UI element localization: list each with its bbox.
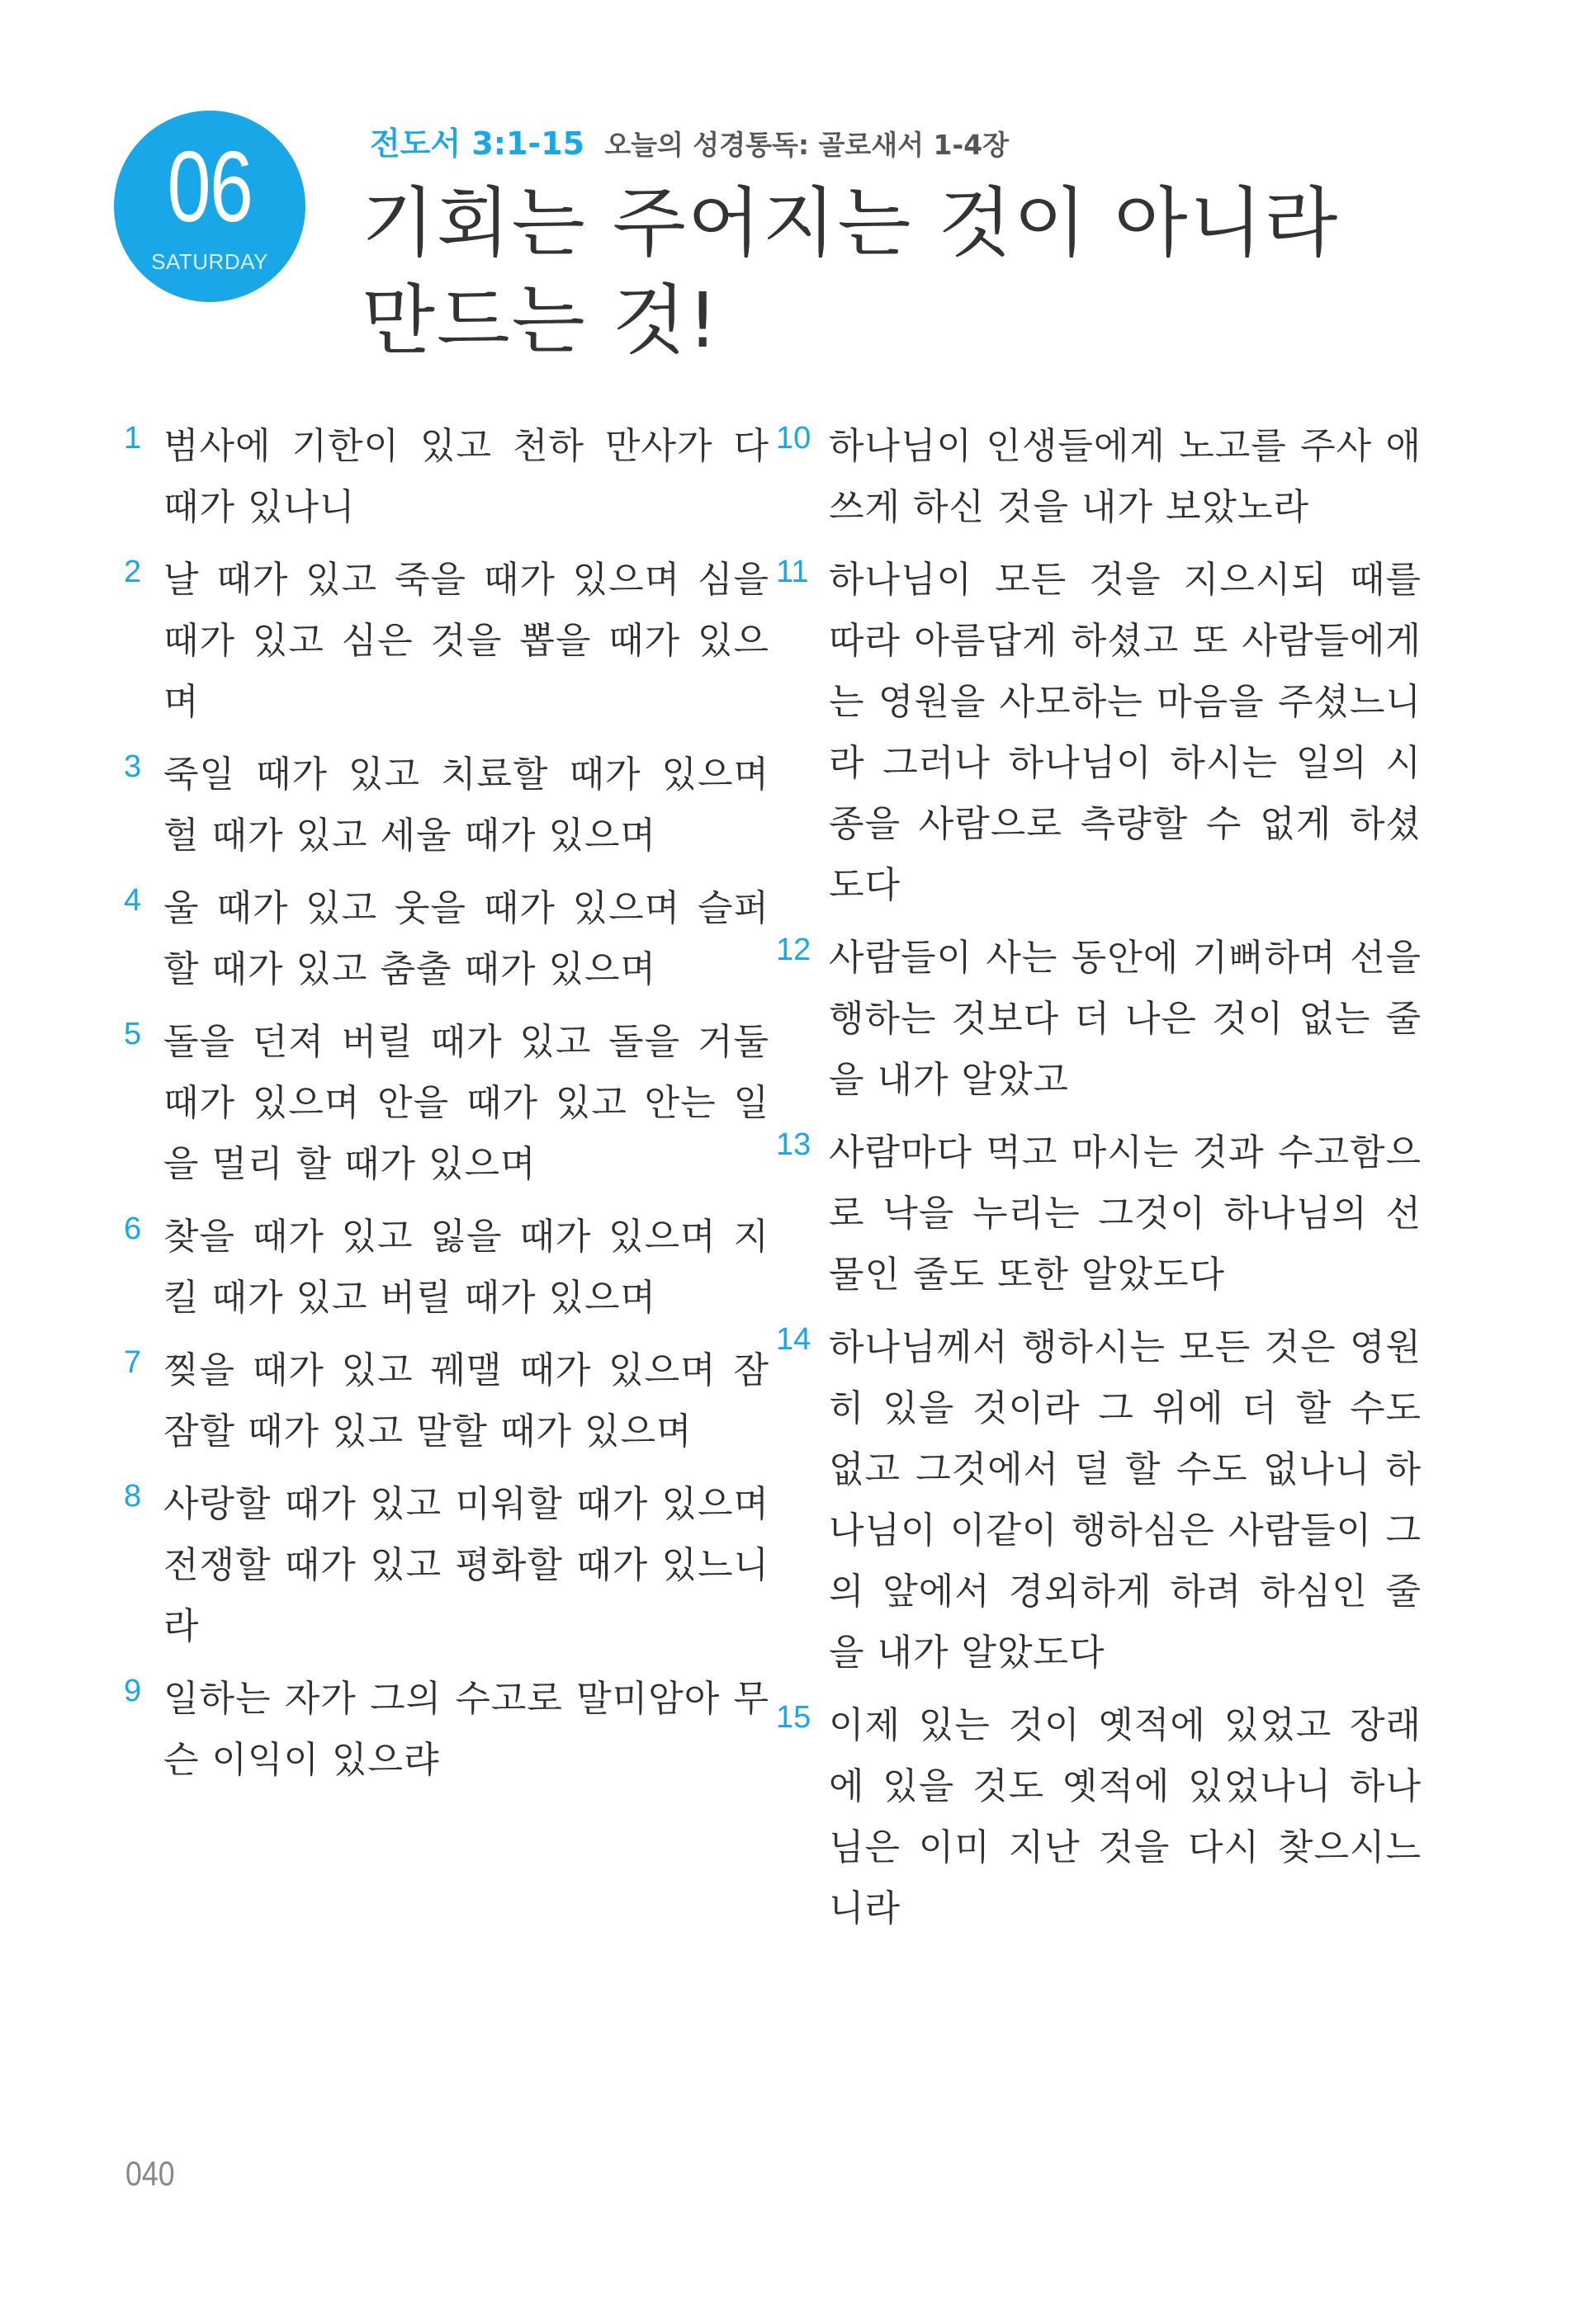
verse-text: 범사에 기한이 있고 천하 만사가 다 때가 있나니	[163, 425, 769, 528]
title-line-1: 기회는 주어지는 것이 아니라	[362, 179, 1340, 267]
verses-left-column	[124, 416, 769, 1802]
verse-number: 6	[124, 1212, 142, 1246]
passage-reference: 전도서 3:1-15	[370, 125, 585, 162]
verse-text: 찢을 때가 있고 꿰맬 때가 있으며 잠잠할 때가 있고 말할 때가 있으며	[163, 1349, 769, 1452]
page-title	[362, 175, 1339, 370]
verse-12	[776, 928, 1422, 1111]
verse-8	[124, 1474, 769, 1657]
page-number: 040	[125, 2154, 175, 2193]
verse-number: 13	[776, 1127, 811, 1162]
weekday-label: SATURDAY	[151, 249, 268, 274]
verse-15	[776, 1695, 1422, 1939]
verse-text: 하나님이 인생들에게 노고를 주사 애쓰게 하신 것을 내가 보았노라	[829, 425, 1422, 528]
verse-number: 1	[124, 421, 142, 456]
verse-number: 14	[776, 1322, 811, 1357]
verse-number: 3	[124, 749, 142, 784]
verse-1	[124, 416, 769, 538]
verse-text: 사람마다 먹고 마시는 것과 수고함으로 낙을 누리는 그것이 하나님의 선물인 줄도 또한 알았도다	[829, 1131, 1422, 1296]
verse-text: 사람들이 사는 동안에 기뻐하며 선을 행하는 것보다 더 나은 것이 없는 줄을 내가 알았고	[829, 937, 1422, 1101]
verse-14	[776, 1317, 1422, 1684]
verse-number: 11	[776, 555, 809, 589]
verse-6	[124, 1207, 769, 1329]
daily-reading: 오늘의 성경통독: 골로새서 1-4장	[604, 129, 1010, 161]
verse-text: 돌을 던져 버릴 때가 있고 돌을 거둘 때가 있으며 안을 때가 있고 안는 일을 멀리 할 때가 있으며	[163, 1021, 769, 1185]
verse-3	[124, 744, 769, 867]
verses-right-column	[776, 416, 1422, 1951]
verse-number: 4	[124, 883, 142, 918]
verse-number: 10	[776, 421, 811, 456]
verse-11	[776, 550, 1422, 916]
verse-text: 날 때가 있고 죽을 때가 있으며 심을 때가 있고 심은 것을 뽑을 때가 있으며	[163, 559, 769, 723]
day-badge	[114, 111, 305, 302]
scripture-reference	[370, 124, 1009, 165]
verse-number: 2	[124, 555, 142, 589]
verse-number: 12	[776, 933, 811, 967]
verse-5	[124, 1012, 769, 1195]
verse-13	[776, 1122, 1422, 1306]
title-line-2: 만드는 것!	[362, 276, 720, 365]
verse-text: 일하는 자가 그의 수고로 말미암아 무슨 이익이 있으랴	[163, 1678, 769, 1781]
verse-number: 7	[124, 1345, 142, 1380]
verse-number: 5	[124, 1017, 142, 1051]
verse-number: 9	[124, 1674, 142, 1708]
verse-number: 15	[776, 1700, 811, 1735]
verse-4	[124, 878, 769, 1000]
verse-text: 찾을 때가 있고 잃을 때가 있으며 지킬 때가 있고 버릴 때가 있으며	[163, 1216, 769, 1319]
verse-2	[124, 550, 769, 733]
verse-text: 사랑할 때가 있고 미워할 때가 있으며 전쟁할 때가 있고 평화할 때가 있느니라	[163, 1483, 769, 1647]
verse-10	[776, 416, 1422, 538]
verse-7	[124, 1340, 769, 1462]
verse-number: 8	[124, 1479, 142, 1514]
verse-text: 이제 있는 것이 옛적에 있었고 장래에 있을 것도 옛적에 있었나니 하나님은 이미 지난 것을 다시 찾으시느니라	[829, 1704, 1422, 1930]
verse-text: 울 때가 있고 웃을 때가 있으며 슬퍼할 때가 있고 춤출 때가 있으며	[163, 887, 769, 990]
verse-text: 죽일 때가 있고 치료할 때가 있으며 헐 때가 있고 세울 때가 있으며	[163, 753, 769, 857]
verse-9	[124, 1669, 769, 1791]
verse-text: 하나님이 모든 것을 지으시되 때를 따라 아름답게 하셨고 또 사람들에게는 영원을 사모하는 마음을 주셨느니라 그러나 하나님이 하시는 일의 시종을 사람으로 측량할 수 없게 하셨도다	[829, 559, 1422, 906]
verse-text: 하나님께서 행하시는 모든 것은 영원히 있을 것이라 그 위에 더 할 수도 없고 그것에서 덜 할 수도 없나니 하나님이 이같이 행하심은 사람들이 그의 앞에서 경외하게 하려 하심인 줄을 내가 알았도다	[829, 1326, 1422, 1674]
day-number: 06	[167, 130, 253, 243]
